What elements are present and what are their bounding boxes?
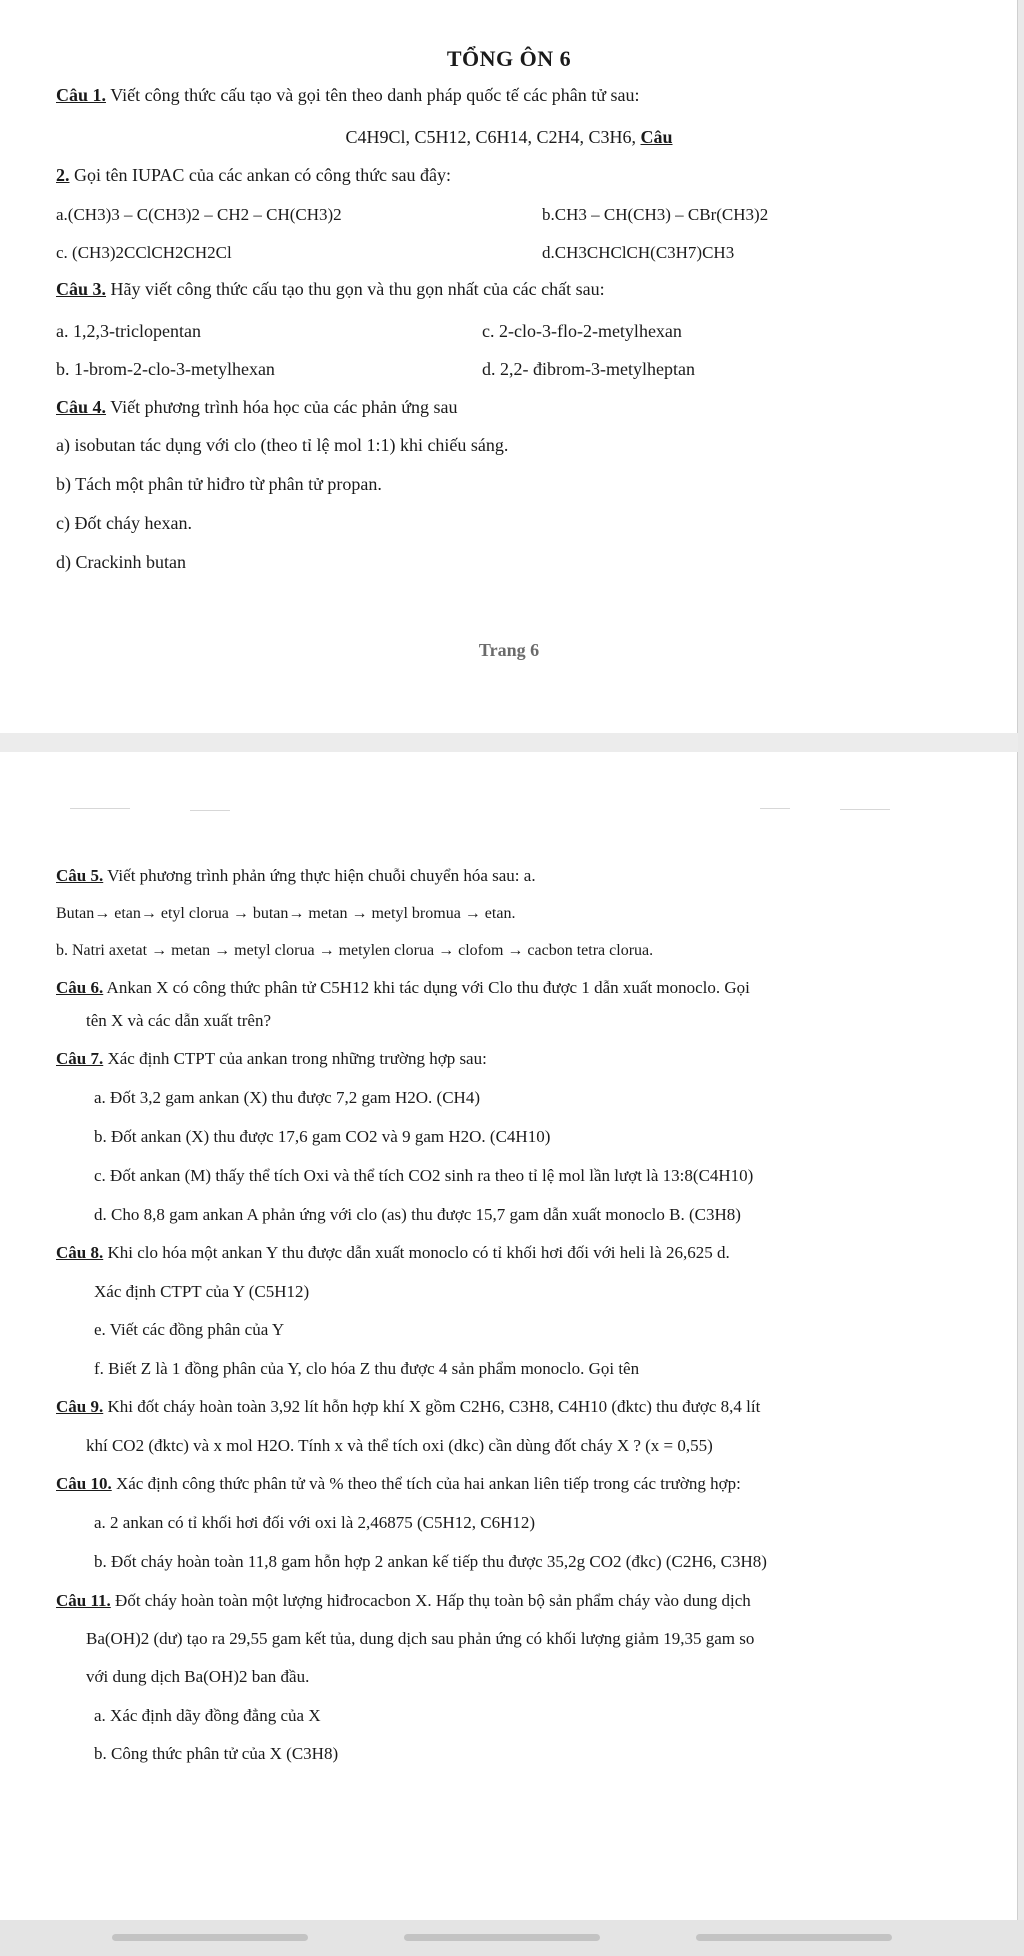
question-2-d: d.CH3CHClCH(C3H7)CH3 xyxy=(542,243,735,262)
scrollbar-thumb[interactable] xyxy=(112,1934,308,1941)
page-footer: Trang 6 xyxy=(478,640,540,660)
question-4-b: b) Tách một phân tử hiđro từ phân tử propan. xyxy=(56,474,382,494)
page-title: TỔNG ÔN 6 xyxy=(446,46,572,71)
question-7-b: b. Đốt ankan (X) thu được 17,6 gam CO2 và 9 gam H2O. (C4H10) xyxy=(94,1127,551,1146)
question-7-c: c. Đốt ankan (M) thấy thể tích Oxi và thể tích CO2 sinh ra theo tỉ lệ mol lần lượt là 13:8(C4H10) xyxy=(94,1166,754,1185)
question-10-b: b. Đốt cháy hoàn toàn 11,8 gam hỗn hợp 2 ankan kế tiếp thu được 35,2g CO2 (đkc) (C2H6, C3H8) xyxy=(94,1552,767,1571)
question-5-a: Butan→ etan→ etyl clorua → butan→ metan → metyl bromua → etan. xyxy=(56,905,516,922)
question-2-c: c. (CH3)2CClCH2CH2Cl xyxy=(56,243,232,262)
question-3-a: a. 1,2,3-triclopentan xyxy=(56,321,201,341)
viewer-bottom-bar xyxy=(0,1920,1024,1956)
document-page-7 xyxy=(0,752,1018,1920)
question-4-c: c) Đốt cháy hexan. xyxy=(56,513,192,533)
question-4-a: a) isobutan tác dụng với clo (theo tỉ lệ mol 1:1) khi chiếu sáng. xyxy=(56,435,509,455)
question-3-d: d. 2,2- đibrom-3-metylheptan xyxy=(482,359,695,379)
question-8-cont: Xác định CTPT của Y (C5H12) xyxy=(94,1282,310,1301)
question-10-a: a. 2 ankan có tỉ khối hơi đối với oxi là 2,46875 (C5H12, C6H12) xyxy=(94,1513,536,1532)
question-7: Câu 7. Xác định CTPT của ankan trong những trường hợp sau: xyxy=(56,1049,487,1068)
question-8-f: f. Biết Z là 1 đồng phân của Y, clo hóa Z thu được 4 sản phẩm monoclo. Gọi tên xyxy=(94,1359,640,1378)
scan-artifact xyxy=(840,809,890,810)
question-5: Câu 5. Viết phương trình phản ứng thực hiện chuỗi chuyển hóa sau: a. xyxy=(56,866,536,885)
question-10: Câu 10. Xác định công thức phân tử và % theo thể tích của hai ankan liên tiếp trong các trường hợp: xyxy=(56,1474,741,1493)
question-11-cont-2: với dung dịch Ba(OH)2 ban đầu. xyxy=(86,1667,310,1686)
question-1: Câu 1. Viết công thức cấu tạo và gọi tên theo danh pháp quốc tế các phân tử sau: xyxy=(56,85,640,105)
question-11: Câu 11. Đốt cháy hoàn toàn một lượng hiđrocacbon X. Hấp thụ toàn bộ sản phẩm cháy vào dung dịch xyxy=(56,1591,751,1610)
question-7-a: a. Đốt 3,2 gam ankan (X) thu được 7,2 gam H2O. (CH4) xyxy=(94,1088,480,1107)
question-2: 2. Gọi tên IUPAC của các ankan có công thức sau đây: xyxy=(56,165,451,185)
scan-artifact xyxy=(70,808,130,809)
question-5-b: b. Natri axetat → metan → metyl clorua → metylen clorua → clofom → cacbon tetra clorua. xyxy=(56,942,654,959)
scan-artifact xyxy=(190,810,230,811)
question-11-b: b. Công thức phân tử của X (C3H8) xyxy=(94,1744,339,1763)
question-3-b: b. 1-brom-2-clo-3-metylhexan xyxy=(56,359,275,379)
document-page-6 xyxy=(0,0,1018,733)
question-2-a: a.(CH3)3 – C(CH3)2 – CH2 – CH(CH3)2 xyxy=(56,205,342,224)
question-3: Câu 3. Hãy viết công thức cấu tạo thu gọn và thu gọn nhất của các chất sau: xyxy=(56,279,605,299)
scrollbar-thumb[interactable] xyxy=(696,1934,892,1941)
question-9: Câu 9. Khi đốt cháy hoàn toàn 3,92 lít hỗn hợp khí X gồm C2H6, C3H8, C4H10 (đktc) thu được 8,4 lít xyxy=(56,1397,761,1416)
question-9-cont: khí CO2 (đktc) và x mol H2O. Tính x và thể tích oxi (dkc) cần dùng đốt cháy X ? (x = 0,55) xyxy=(86,1436,713,1455)
scan-artifact xyxy=(760,808,790,809)
question-4-d: d) Crackinh butan xyxy=(56,552,186,572)
page-gap xyxy=(0,733,1018,752)
question-8: Câu 8. Khi clo hóa một ankan Y thu được dẫn xuất monoclo có tỉ khối hơi đối với heli là 26,625 d. xyxy=(56,1243,730,1262)
question-8-e: e. Viết các đồng phân của Y xyxy=(94,1320,285,1339)
question-6: Câu 6. Ankan X có công thức phân tử C5H12 khi tác dụng với Clo thu được 1 dẫn xuất monoclo. Gọi xyxy=(56,978,750,997)
question-3-c: c. 2-clo-3-flo-2-metylhexan xyxy=(482,321,682,341)
question-1-formulas: C4H9Cl, C5H12, C6H14, C2H4, C3H6, Câu xyxy=(345,127,673,147)
question-7-d: d. Cho 8,8 gam ankan A phản ứng với clo (as) thu được 15,7 gam dẫn xuất monoclo B. (C3H8) xyxy=(94,1205,741,1224)
question-11-cont-1: Ba(OH)2 (dư) tạo ra 29,55 gam kết tủa, dung dịch sau phản ứng có khối lượng giảm 19,35 gam so xyxy=(86,1629,755,1648)
question-11-a: a. Xác định dãy đồng đẳng của X xyxy=(94,1706,321,1725)
question-4: Câu 4. Viết phương trình hóa học của các phản ứng sau xyxy=(56,397,458,417)
scrollbar-thumb[interactable] xyxy=(404,1934,600,1941)
question-2-b: b.CH3 – CH(CH3) – CBr(CH3)2 xyxy=(542,205,769,224)
question-6-cont: tên X và các dẫn xuất trên? xyxy=(86,1011,272,1030)
